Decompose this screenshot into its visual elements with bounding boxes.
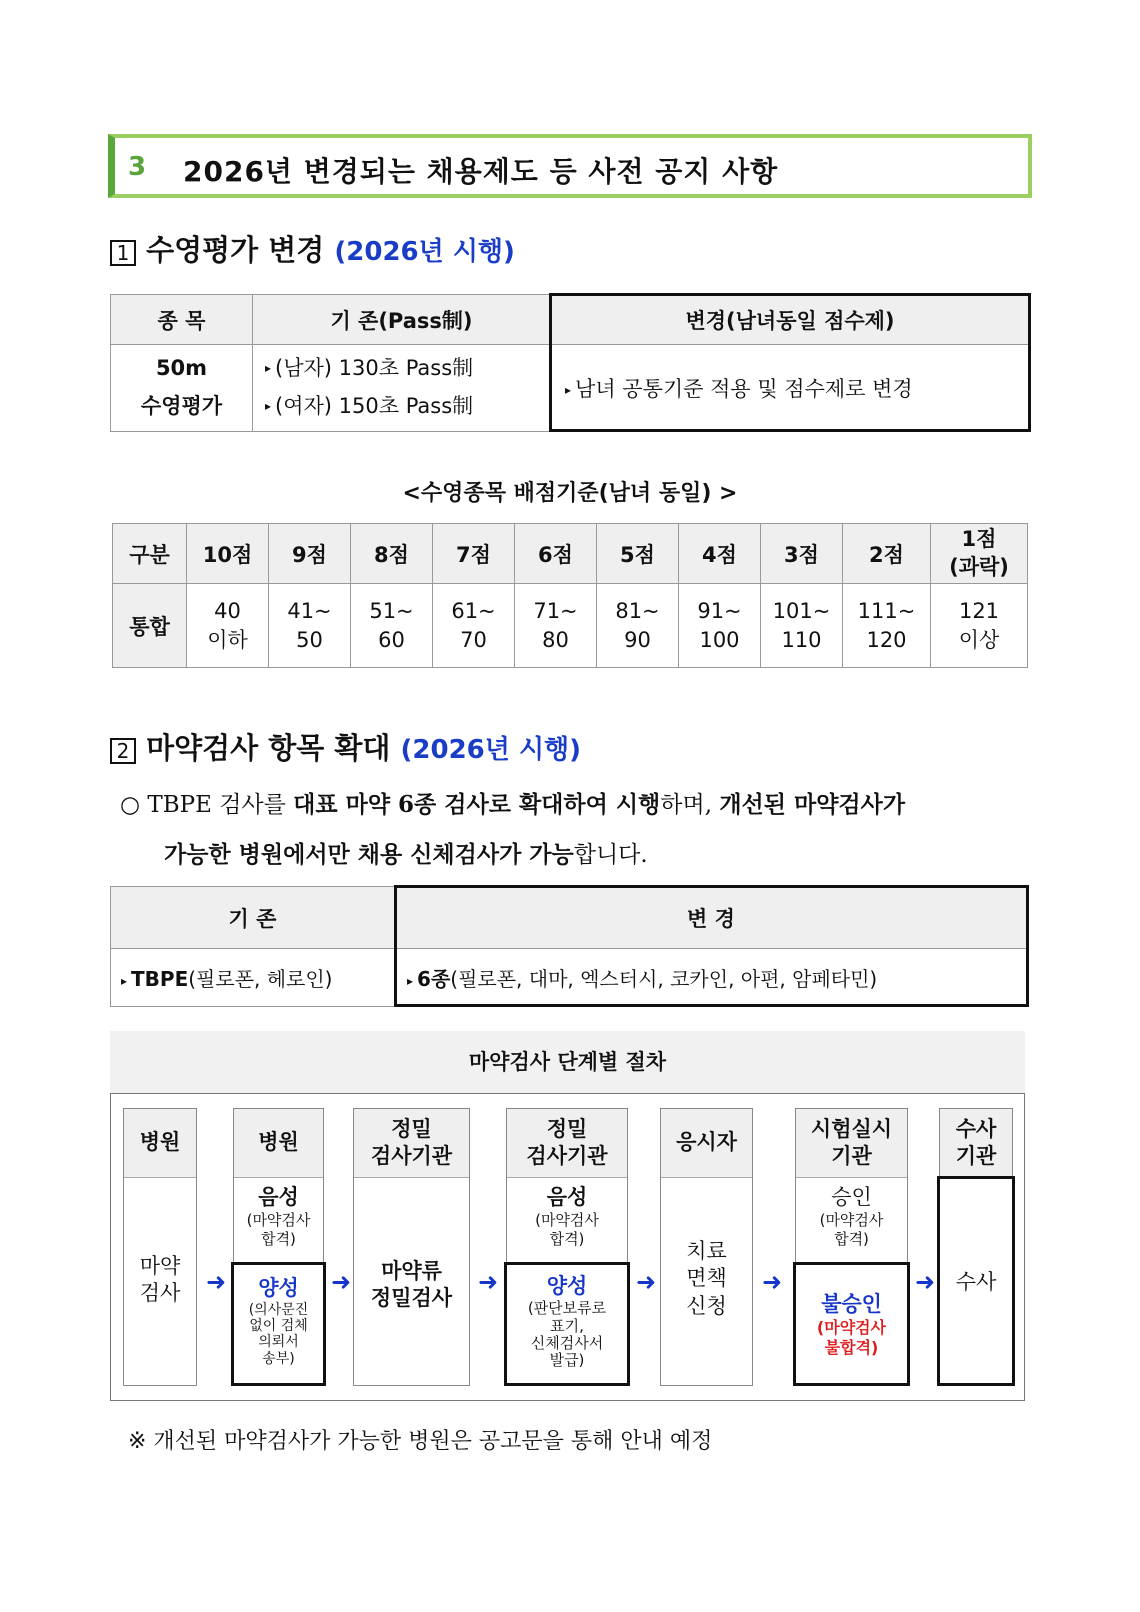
range-line: 40 [214, 599, 241, 624]
para-mid: 하며, [660, 792, 720, 818]
step-box-sub: 표기, [550, 1316, 584, 1335]
step-top [233, 1184, 324, 1249]
step-head: 병원 [124, 1109, 196, 1178]
range-line: 70 [460, 627, 487, 652]
drug-changed-bold: 6종 [417, 967, 451, 991]
range-line: 111~ [857, 599, 916, 624]
bullet-icon: ▸ [265, 361, 272, 376]
existing-male [265, 350, 550, 388]
drug-changed-rest: (필로폰, 대마, 엑스터시, 코카인, 아편, 암페타민) [450, 967, 878, 991]
range-line: 120 [866, 627, 907, 652]
para-bold3: 가능한 병원에서만 채용 신체검사가 가능 [164, 841, 574, 868]
step-highlight-box [793, 1262, 910, 1386]
range-line: 101~ [772, 599, 831, 624]
score-col-last [931, 524, 1028, 584]
existing-female-text: (여자) 150초 Pass制 [275, 394, 474, 418]
range-cell [351, 584, 433, 668]
step-head-line: 기관 [955, 1144, 997, 1168]
step-box-sub: (마약검사 [816, 1318, 887, 1338]
step-box-sub: (판단보류로 [527, 1299, 607, 1318]
score-col: 5점 [597, 524, 679, 584]
step-head-line: 시험실시 [810, 1116, 893, 1141]
item1-title: 수영평가 변경 [146, 233, 325, 267]
item1-marker: 1 [110, 240, 136, 266]
step-body-line: 신청 [686, 1293, 727, 1318]
step-body-line: 정밀검사 [370, 1286, 453, 1311]
existing-female [265, 388, 550, 426]
changed-text: 남녀 공통기준 적용 및 점수제로 변경 [575, 377, 913, 401]
item2-marker: 2 [110, 738, 136, 764]
step-highlight-box [504, 1262, 630, 1386]
range-line: 90 [624, 627, 651, 652]
score-caption: <수영종목 배점기준(남녀 동일) > [402, 481, 738, 506]
arrow-right-icon: ➜ [478, 1268, 499, 1296]
arrow-right-icon: ➜ [762, 1268, 783, 1296]
flow-step-hospital-1 [123, 1108, 197, 1386]
score-col: 9점 [269, 524, 351, 584]
step-box-main: 양성 [546, 1274, 588, 1298]
score-col: 3점 [761, 524, 843, 584]
th-event: 종 목 [111, 295, 253, 345]
range-line: 100 [699, 627, 740, 652]
arrow-right-icon: ➜ [915, 1268, 936, 1296]
range-line: 80 [542, 627, 569, 652]
item2-paragraph [120, 780, 1035, 880]
th-changed: 변경(남녀동일 점수제) [551, 295, 1030, 345]
range-cell [679, 584, 761, 668]
step-head-line: 검사기관 [526, 1144, 608, 1168]
step-box-sub: 발급) [549, 1351, 585, 1370]
para-bold1: 대표 마약 6종 검사로 확대하여 시행 [293, 791, 661, 818]
step-top-sub: 합격) [549, 1230, 585, 1249]
range-line: 91~ [697, 599, 742, 624]
step-head [940, 1109, 1012, 1178]
arrow-right-icon: ➜ [206, 1268, 227, 1296]
range-cell [515, 584, 597, 668]
step-box-sub: 신체검사서 [530, 1333, 604, 1352]
range-line: 41~ [287, 599, 332, 624]
swim-change-table [110, 294, 1030, 432]
arrow-right-icon: ➜ [331, 1268, 352, 1296]
existing-male-text: (남자) 130초 Pass制 [275, 356, 474, 381]
event-line2: 수영평가 [140, 394, 223, 418]
score-col: 2점 [843, 524, 931, 584]
drug-test-table [110, 886, 1028, 1007]
th-existing: 기 존(Pass制) [253, 295, 551, 345]
step-head: 병원 [234, 1109, 323, 1178]
existing-cell [253, 345, 551, 432]
item1-year: (2026년 시행) [334, 237, 515, 267]
section-title: 2026년 변경되는 채용제도 등 사전 공지 사항 [183, 155, 779, 188]
step-body: 수사 [955, 1270, 997, 1294]
step-box-main: 불승인 [821, 1292, 882, 1316]
step-highlight-box [937, 1176, 1015, 1386]
range-cell [187, 584, 269, 668]
step-top-sub: 합격) [261, 1230, 296, 1249]
step-box-main: 양성 [258, 1276, 299, 1300]
para-end: 합니다. [573, 842, 648, 868]
step-head [354, 1109, 469, 1178]
bullet-icon: ▸ [265, 399, 272, 414]
step-head-line: 기관 [831, 1144, 872, 1168]
range-cell [597, 584, 679, 668]
step-head-line: 검사기관 [370, 1144, 453, 1168]
step-top [506, 1184, 628, 1249]
step-top-main: 음성 [546, 1185, 588, 1209]
score-header-label: 구분 [113, 524, 187, 584]
item2-year: (2026년 시행) [400, 735, 582, 765]
range-line: 이하 [207, 627, 248, 652]
drug-changed-cell [395, 949, 1028, 1007]
bullet-icon: ▸ [121, 973, 128, 988]
arrow-right-icon: ➜ [636, 1268, 657, 1296]
para-prefix: ○ TBPE 검사를 [120, 792, 294, 818]
step-head [507, 1109, 627, 1178]
score-col: 8점 [351, 524, 433, 584]
step-top-main: 음성 [258, 1185, 299, 1209]
step-head [796, 1109, 907, 1178]
score-last-line2: (과락) [949, 554, 1009, 579]
flow-step-lab-1 [353, 1108, 470, 1386]
step-body [123, 1253, 197, 1308]
range-cell [433, 584, 515, 668]
step-head: 응시자 [661, 1109, 752, 1178]
range-line: 51~ [369, 599, 414, 624]
event-cell [111, 345, 253, 432]
range-line: 61~ [451, 599, 496, 624]
range-line: 50 [296, 627, 323, 652]
drug-existing-cell [111, 949, 395, 1007]
step-box-sub: 송부) [262, 1350, 295, 1367]
score-row-label: 통합 [113, 584, 187, 668]
step-box-sub: 의뢰서 [258, 1334, 299, 1351]
step-box-sub: 불합격) [824, 1338, 879, 1358]
range-line: 이상 [958, 627, 1000, 652]
event-line1: 50m [155, 356, 208, 381]
para-line2 [120, 830, 1035, 880]
step-top [795, 1184, 908, 1249]
step-top-sub: (마약검사 [535, 1211, 599, 1230]
step-box-sub: (의사문진 [248, 1302, 309, 1319]
step-body-line: 검사 [139, 1281, 181, 1306]
range-line: 71~ [533, 599, 578, 624]
range-cell [269, 584, 351, 668]
score-col: 7점 [433, 524, 515, 584]
score-col: 10점 [187, 524, 269, 584]
step-box-sub: 없이 검체 [249, 1318, 308, 1335]
score-table [112, 523, 1028, 668]
item2-heading [110, 726, 581, 767]
step-body [353, 1258, 470, 1313]
item1-heading [110, 228, 515, 269]
th-drug-existing: 기 존 [111, 887, 395, 949]
step-body-line: 치료 [686, 1239, 727, 1263]
drug-existing-rest: (필로폰, 헤로인) [188, 967, 333, 991]
score-col: 4점 [679, 524, 761, 584]
para-bold2: 개선된 마약검사가 [719, 791, 906, 818]
step-top-sub: (마약검사 [819, 1211, 884, 1230]
step-body-line: 마약류 [381, 1259, 442, 1283]
item2-title: 마약검사 항목 확대 [146, 731, 391, 765]
step-highlight-box [231, 1262, 326, 1386]
bullet-icon: ▸ [565, 383, 572, 397]
para-line1 [120, 780, 1035, 830]
score-col: 6점 [515, 524, 597, 584]
step-head-line: 수사 [955, 1116, 997, 1141]
flow-title: 마약검사 단계별 절차 [110, 1031, 1025, 1094]
step-top-main: 승인 [831, 1185, 872, 1209]
step-body-line: 마약 [139, 1254, 181, 1278]
step-box-text [234, 1275, 323, 1367]
section-number: 3 [128, 152, 147, 182]
step-top-sub: 합격) [834, 1230, 869, 1249]
footer-note: ※ 개선된 마약검사가 가능한 병원은 공고문을 통해 안내 예정 [128, 1429, 713, 1454]
changed-cell [551, 345, 1030, 432]
range-line: 110 [781, 627, 822, 652]
score-last-line1: 1점 [961, 527, 997, 552]
range-cell [931, 584, 1028, 668]
range-cell [761, 584, 843, 668]
range-line: 81~ [615, 599, 660, 624]
range-line: 60 [378, 627, 405, 652]
bullet-icon: ▸ [407, 973, 414, 988]
drug-existing-bold: TBPE [131, 967, 189, 991]
range-line: 121 [958, 599, 1000, 624]
step-head-line: 정밀 [391, 1116, 432, 1141]
th-drug-changed: 변 경 [395, 887, 1028, 949]
step-top-sub: (마약검사 [246, 1211, 311, 1230]
flow-step-police [939, 1108, 1013, 1178]
range-cell [843, 584, 931, 668]
step-body-line: 면책 [686, 1266, 727, 1291]
step-box-text [796, 1291, 907, 1358]
step-box-text [507, 1273, 627, 1369]
step-head-line: 정밀 [546, 1116, 588, 1141]
step-body [660, 1238, 753, 1320]
